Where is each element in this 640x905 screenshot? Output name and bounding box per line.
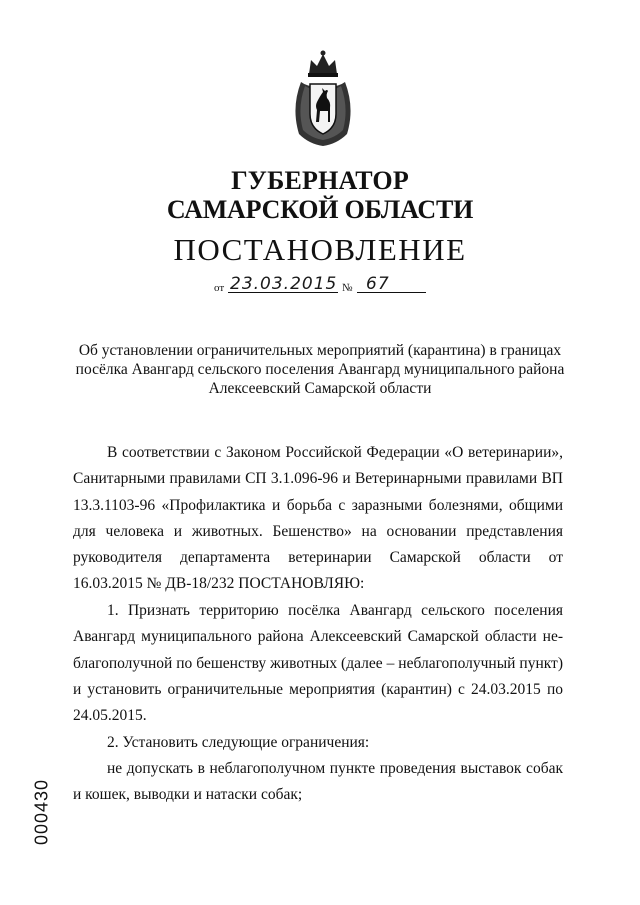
page-registration-number xyxy=(20,772,64,852)
item-1-text: 1. Признать территорию посёлка Авангард сельского поселения Авангард муниципального района Алексеевский Самарской области не-благополучной по бешенству животных (далее – неблагополучный пункт) и установить ограничительные мероприятия (карантин) с 24.03.2015 по 24.05.2015. xyxy=(73,602,563,725)
registration-number-text: 000430 xyxy=(31,778,52,846)
intro-paragraph xyxy=(73,440,563,598)
decree-number: 67 xyxy=(366,274,390,294)
item-2-text: 2. Установить следующие ограничения: xyxy=(107,734,370,751)
date-from-label: от xyxy=(214,282,225,294)
item-2a-text: не допускать в неблагополучном пункте проведения выставок собак и кошек, выводки и натаски собак; xyxy=(73,760,563,804)
item-1-paragraph xyxy=(73,598,563,729)
decree-date: 23.03.2015 xyxy=(230,274,338,294)
coat-of-arms-icon xyxy=(287,48,359,148)
document-type-heading: ПОСТАНОВЛЕНИЕ xyxy=(173,232,467,267)
issuer-title-line2: САМАРСКОЙ ОБЛАСТИ xyxy=(166,195,474,224)
item-2-paragraph xyxy=(73,730,563,756)
item-2a-paragraph xyxy=(73,756,563,809)
number-label: № xyxy=(342,282,353,294)
issuer-title-line1: ГУБЕРНАТОР xyxy=(231,166,409,195)
decree-title: Об установлении ограничительных мероприятий (карантина) в границах посёлка Авангард сельского поселения Авангард муниципального района Алексеевский Самарской области xyxy=(75,342,565,397)
intro-text: В соответствии с Законом Российской Федерации «О ветеринарии», Санитарными правилами СП 3.1.096-96 и Ветеринарными правилами ВП 13.3.1103-96 «Профилактика и борьба с заразными болезнями, общими для человека и животных. Бешенство» на основании представления руководителя департамента ветеринарии Самарской области от 16.03.2015 № ДВ-18/232 ПОСТАНОВЛЯЮ: xyxy=(73,444,563,593)
